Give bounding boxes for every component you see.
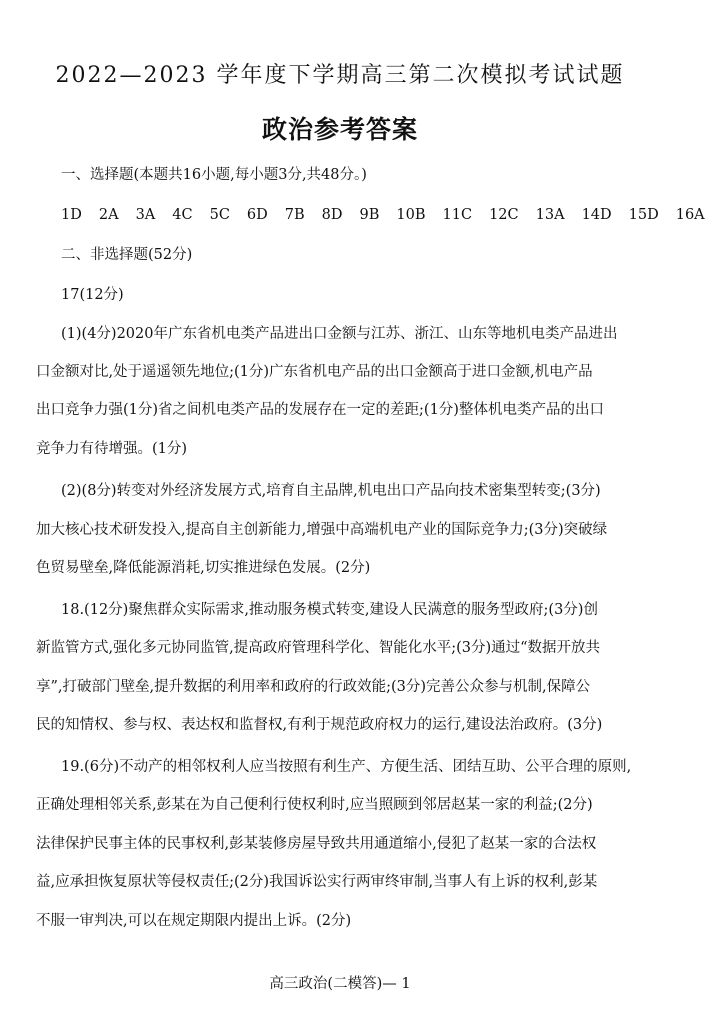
answer-item: 14D <box>581 207 612 223</box>
answer-item: 4C <box>172 207 193 223</box>
q18-line: 民的知情权、参与权、表达权和监督权,有利于规范政府权力的运行,建设法治政府。(3分) <box>36 717 603 733</box>
page-subtitle: 政治参考答案 <box>261 115 418 144</box>
answer-item: 5C <box>209 207 230 223</box>
q19-line: 正确处理相邻关系,彭某在为自己便利行使权利时,应当照顾到邻居赵某一家的利益;(2分) <box>36 797 593 813</box>
q19-line: 19.(6分)不动产的相邻权利人应当按照有利生产、方便生活、团结互助、公平合理的原则, <box>61 759 632 775</box>
q18-line: 新监管方式,强化多元协同监管,提高政府管理科学化、智能化水平;(3分)通过“数据开放共 <box>36 640 601 656</box>
q17-part2-line: (2)(8分)转变对外经济发展方式,培育自主品牌,机电出口产品向技术密集型转变;(3分) <box>61 483 601 499</box>
q19-line: 法律保护民事主体的民事权利,彭某装修房屋导致共用通道缩小,侵犯了赵某一家的合法权 <box>36 836 597 852</box>
q19-line: 益,应承担恢复原状等侵权责任;(2分)我国诉讼实行两审终审制,当事人有上诉的权利,彭某 <box>36 874 598 890</box>
answer-item: 1D <box>61 207 82 223</box>
q17-part1-line: 出口竞争力强(1分)省之间机电类产品的发展存在一定的差距;(1分)整体机电类产品的出口 <box>36 402 604 418</box>
answer-item: 7B <box>284 207 305 223</box>
answer-item: 11C <box>442 207 473 223</box>
exam-title: 2022—2023 学年度下学期高三第二次模拟考试试题 <box>55 63 625 88</box>
answer-item: 6D <box>246 207 268 223</box>
answer-item: 3A <box>135 207 156 223</box>
section1-heading: 一、选择题(本题共16小题,每小题3分,共48分。) <box>61 167 367 183</box>
q17-part2-line: 色贸易壁垒,降低能源消耗,切实推进绿色发展。(2分) <box>36 560 371 576</box>
answer-item: 2A <box>98 207 119 223</box>
answer-item: 10B <box>396 207 426 223</box>
q17-part1-line: 口金额对比,处于遥遥领先地位;(1分)广东省机电产品的出口金额高于进口金额,机电产品 <box>36 364 593 380</box>
answer-item: 8D <box>321 207 343 223</box>
answer-item: 13A <box>535 207 565 223</box>
q17-heading: 17(12分) <box>61 287 124 303</box>
q17-part1-line: (1)(4分)2020年广东省机电类产品进出口金额与江苏、浙江、山东等地机电类产品进出 <box>61 326 618 342</box>
answer-item: 15D <box>628 207 659 223</box>
q17-part1-line: 竞争力有待增强。(1分) <box>36 441 188 457</box>
q18-line: 享”,打破部门壁垒,提升数据的利用率和政府的行政效能;(3分)完善公众参与机制,保障公 <box>36 679 591 695</box>
q19-line: 不服一审判决,可以在规定期限内提出上诉。(2分) <box>36 913 352 929</box>
answer-item: 12C <box>489 207 519 223</box>
q18-line: 18.(12分)聚焦群众实际需求,推动服务模式转变,建设人民满意的服务型政府;(3分)创 <box>61 602 598 618</box>
page-footer: 高三政治(二模答)— 1 <box>269 976 411 992</box>
answer-list <box>61 205 705 225</box>
answer-item: 9B <box>359 207 380 223</box>
q17-part2-line: 加大核心技术研发投入,提高自主创新能力,增强中高端机电产业的国际竞争力;(3分)突破绿 <box>36 522 608 538</box>
section2-heading: 二、非选择题(52分) <box>61 247 193 263</box>
answer-item: 16A <box>675 207 705 223</box>
